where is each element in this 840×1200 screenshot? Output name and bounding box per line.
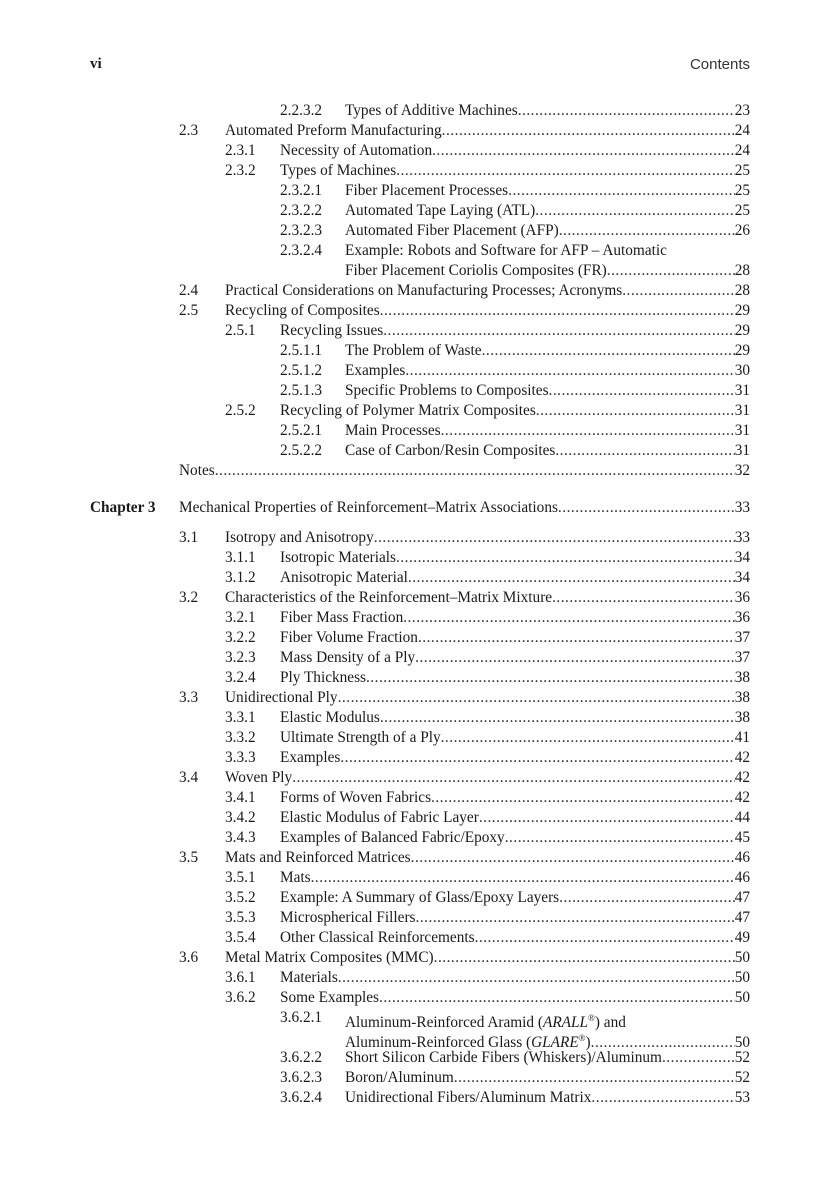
page-ref: 33 — [734, 499, 750, 516]
page-ref: 28 — [734, 262, 750, 279]
toc-entry[interactable] — [0, 728, 840, 748]
page-ref: 29 — [734, 322, 750, 339]
page-ref: 38 — [734, 669, 750, 686]
page-ref: 24 — [734, 142, 750, 159]
page-ref: 31 — [734, 402, 750, 419]
running-title: Contents — [689, 56, 750, 73]
page-ref: 46 — [734, 869, 750, 886]
toc-entry[interactable] — [0, 848, 840, 868]
page-ref: 47 — [734, 909, 750, 926]
page-ref: 44 — [734, 809, 750, 826]
entry-title: Case of Carbon/Resin Composites — [345, 442, 556, 459]
page-ref: 38 — [734, 689, 750, 706]
page-ref: 49 — [734, 929, 750, 946]
toc-entry[interactable] — [0, 888, 840, 908]
dot-leader — [396, 548, 735, 568]
toc-entry[interactable] — [0, 908, 840, 928]
page-ref: 52 — [734, 1049, 750, 1066]
toc-entry[interactable] — [0, 1008, 840, 1032]
toc-entry[interactable] — [0, 688, 840, 708]
entry-title: Specific Problems to Composites — [345, 382, 549, 399]
entry-title: Recycling Issues — [280, 322, 384, 339]
chapter-heading[interactable] — [0, 498, 840, 518]
entry-title: Ply Thickness — [280, 669, 366, 686]
dot-leader — [338, 688, 735, 708]
toc-entry[interactable] — [0, 608, 840, 628]
toc-entry[interactable] — [0, 201, 840, 221]
section-number: 2.5.1 — [225, 322, 256, 339]
entry-title: Examples — [280, 749, 341, 766]
entry-title: Recycling of Composites — [225, 302, 380, 319]
section-number: 3.2 — [179, 589, 199, 606]
dot-leader — [408, 568, 735, 588]
dot-leader — [292, 768, 735, 788]
dot-leader — [380, 301, 735, 321]
dot-leader — [396, 161, 735, 181]
toc-entry[interactable] — [0, 788, 840, 808]
page-ref: 31 — [734, 382, 750, 399]
section-number: 2.5 — [179, 302, 199, 319]
page-ref: 26 — [734, 222, 750, 239]
toc-entry[interactable] — [0, 668, 840, 688]
entry-title: Fiber Placement Processes — [345, 182, 509, 199]
page-ref: 24 — [734, 122, 750, 139]
dot-leader — [482, 341, 735, 361]
toc-entry[interactable] — [0, 1088, 840, 1108]
page-ref: 50 — [734, 969, 750, 986]
section-number: 2.5.2.1 — [280, 422, 323, 439]
section-number: 2.5.1.3 — [280, 382, 323, 399]
page-ref: 34 — [734, 569, 750, 586]
dot-leader — [380, 708, 735, 728]
dot-leader — [418, 628, 735, 648]
dot-leader — [432, 141, 735, 161]
dot-leader — [441, 421, 735, 441]
section-number: 3.3.3 — [225, 749, 256, 766]
toc-entry[interactable] — [0, 1048, 840, 1068]
dot-leader — [622, 281, 734, 301]
section-number: 3.6.2.2 — [280, 1049, 323, 1066]
section-number: 3.6 — [179, 949, 199, 966]
section-number: 2.3.2.1 — [280, 182, 323, 199]
dot-leader — [416, 908, 735, 928]
page-ref: 42 — [734, 749, 750, 766]
section-number: 2.3 — [179, 122, 199, 139]
entry-title: Necessity of Automation — [280, 142, 433, 159]
section-number: 2.5.1.1 — [280, 342, 323, 359]
page-ref: 36 — [734, 589, 750, 606]
entry-title: Fiber Mass Fraction — [280, 609, 404, 626]
toc-entry[interactable] — [0, 628, 840, 648]
section-number: 3.6.2 — [225, 989, 256, 1006]
entry-title: Unidirectional Ply — [225, 689, 338, 706]
page-ref: 42 — [734, 789, 750, 806]
dot-leader — [366, 668, 735, 688]
page-ref: 29 — [734, 342, 750, 359]
section-number: 2.3.2.2 — [280, 202, 323, 219]
entry-title: Notes — [179, 462, 215, 479]
section-number: 3.4.2 — [225, 809, 256, 826]
dot-leader — [475, 928, 735, 948]
dot-leader — [434, 948, 735, 968]
toc-entry[interactable] — [0, 768, 840, 788]
toc-entry[interactable] — [0, 181, 840, 201]
section-number: 3.2.1 — [225, 609, 256, 626]
dot-leader — [559, 221, 735, 241]
page-number: vi — [90, 56, 102, 72]
section-number: 3.1.1 — [225, 549, 256, 566]
entry-title: Unidirectional Fibers/Aluminum Matrix — [345, 1089, 592, 1106]
entry-title: Aluminum-Reinforced Glass (GLARE®) — [345, 1033, 591, 1052]
dot-leader — [518, 101, 735, 121]
section-number: 2.2.3.2 — [280, 102, 323, 119]
page-ref: 23 — [734, 102, 750, 119]
toc-entry[interactable] — [0, 401, 840, 421]
dot-leader — [442, 121, 735, 141]
dot-leader — [383, 321, 734, 341]
section-number: 3.4.3 — [225, 829, 256, 846]
page-ref: 52 — [734, 1069, 750, 1086]
toc-entry[interactable] — [0, 748, 840, 768]
toc-entry[interactable] — [0, 1068, 840, 1088]
entry-title: Example: A Summary of Glass/Epoxy Layers — [280, 889, 560, 906]
dot-leader — [555, 441, 734, 461]
page-ref: 29 — [734, 302, 750, 319]
section-number: 3.3.1 — [225, 709, 256, 726]
entry-title: Woven Ply — [225, 769, 293, 786]
entry-title: Automated Fiber Placement (AFP) — [345, 222, 559, 239]
page-ref: 30 — [734, 362, 750, 379]
entry-title: Practical Considerations on Manufacturing Processes; Acronyms — [225, 282, 623, 299]
section-number: 3.1.2 — [225, 569, 256, 586]
entry-title: Short Silicon Carbide Fibers (Whiskers)/Aluminum — [345, 1049, 662, 1066]
entry-title: Aluminum-Reinforced Aramid (ARALL®) and — [345, 1013, 626, 1032]
entry-title: Isotropic Materials — [280, 549, 396, 566]
entry-title: Other Classical Reinforcements — [280, 929, 475, 946]
dot-leader — [311, 868, 735, 888]
toc-entry[interactable] — [0, 648, 840, 668]
toc-entry[interactable] — [0, 301, 840, 321]
entry-title: Materials — [280, 969, 338, 986]
toc-entry[interactable] — [0, 868, 840, 888]
section-number: 3.6.2.4 — [280, 1089, 323, 1106]
entry-title: Anisotropic Material — [280, 569, 408, 586]
section-number: 2.3.1 — [225, 142, 256, 159]
dot-leader — [379, 988, 735, 1008]
dot-leader — [405, 361, 734, 381]
page-ref: 37 — [734, 649, 750, 666]
dot-leader — [559, 888, 735, 908]
entry-title: Example: Robots and Software for AFP – Automatic — [345, 242, 667, 259]
section-number: 3.4 — [179, 769, 199, 786]
toc-entry[interactable] — [0, 708, 840, 728]
section-number: 3.5.2 — [225, 889, 256, 906]
page-ref: 31 — [734, 442, 750, 459]
section-number: 2.3.2 — [225, 162, 256, 179]
entry-title: Examples — [345, 362, 406, 379]
dot-leader — [662, 1048, 735, 1068]
entry-title: Mechanical Properties of Reinforcement–Matrix Associations — [179, 499, 558, 516]
entry-title: Examples of Balanced Fabric/Epoxy — [280, 829, 505, 846]
page-ref: 36 — [734, 609, 750, 626]
toc-entry[interactable] — [0, 361, 840, 381]
dot-leader — [558, 498, 735, 518]
section-number: 3.5.1 — [225, 869, 256, 886]
page-ref: 41 — [734, 729, 750, 746]
section-number: 2.3.2.4 — [280, 242, 323, 259]
section-number: 3.5.3 — [225, 909, 256, 926]
dot-leader — [403, 608, 734, 628]
dot-leader — [479, 808, 735, 828]
section-number: 3.3.2 — [225, 729, 256, 746]
dot-leader — [535, 201, 734, 221]
toc-entry[interactable] — [0, 221, 840, 241]
toc-entry[interactable] — [0, 968, 840, 988]
toc-entry[interactable] — [0, 828, 840, 848]
toc-entry[interactable] — [0, 261, 840, 281]
toc-entry[interactable] — [0, 928, 840, 948]
toc-entry[interactable] — [0, 121, 840, 141]
dot-leader — [536, 401, 735, 421]
entry-title: Ultimate Strength of a Ply — [280, 729, 441, 746]
toc-entry[interactable] — [0, 161, 840, 181]
section-number: 3.1 — [179, 529, 199, 546]
page-ref: 47 — [734, 889, 750, 906]
toc-entry[interactable] — [0, 588, 840, 608]
dot-leader — [454, 1068, 735, 1088]
toc-entry[interactable] — [0, 321, 840, 341]
entry-title: Types of Machines — [280, 162, 397, 179]
section-number: 3.3 — [179, 689, 199, 706]
entry-title: Isotropy and Anisotropy — [225, 529, 374, 546]
toc-entry[interactable] — [0, 241, 840, 261]
entry-title: Types of Additive Machines — [345, 102, 518, 119]
section-number: 3.5.4 — [225, 929, 256, 946]
entry-title: Mass Density of a Ply — [280, 649, 416, 666]
toc-entry[interactable] — [0, 948, 840, 968]
toc-entry[interactable] — [0, 281, 840, 301]
dot-leader — [441, 728, 735, 748]
page-ref: 37 — [734, 629, 750, 646]
section-number: 2.3.2.3 — [280, 222, 323, 239]
page-ref: 25 — [734, 182, 750, 199]
section-number: 2.4 — [179, 282, 199, 299]
toc-entry[interactable] — [0, 528, 840, 548]
entry-title: Some Examples — [280, 989, 379, 1006]
page-ref: 25 — [734, 202, 750, 219]
section-number: 3.6.1 — [225, 969, 256, 986]
entry-title: Characteristics of the Reinforcement–Matrix Mixture — [225, 589, 553, 606]
section-number: 3.4.1 — [225, 789, 256, 806]
dot-leader — [549, 381, 735, 401]
page-ref: 38 — [734, 709, 750, 726]
entry-title: Mats and Reinforced Matrices — [225, 849, 411, 866]
toc-entry[interactable] — [0, 461, 840, 481]
page-ref: 50 — [734, 989, 750, 1006]
entry-title: Microspherical Fillers — [280, 909, 416, 926]
toc-entry[interactable] — [0, 101, 840, 121]
dot-leader — [591, 1088, 734, 1108]
dot-leader — [505, 828, 735, 848]
dot-leader — [340, 748, 734, 768]
dot-leader — [431, 788, 735, 808]
section-number: 3.2.4 — [225, 669, 256, 686]
page-ref: 50 — [734, 1034, 750, 1052]
dot-leader — [552, 588, 735, 608]
toc-entry[interactable] — [0, 421, 840, 441]
toc-entry[interactable] — [0, 808, 840, 828]
page-ref: 31 — [734, 422, 750, 439]
toc-entry[interactable] — [0, 381, 840, 401]
page-ref: 34 — [734, 549, 750, 566]
page-ref: 42 — [734, 769, 750, 786]
toc-entry[interactable] — [0, 568, 840, 588]
page-ref: 28 — [734, 282, 750, 299]
section-number: 3.6.2.1 — [280, 1009, 323, 1026]
dot-leader — [411, 848, 735, 868]
entry-title: Mats — [280, 869, 311, 886]
page-ref: 53 — [734, 1089, 750, 1106]
entry-title: Main Processes — [345, 422, 441, 439]
toc-entry[interactable] — [0, 1028, 840, 1052]
toc-entry[interactable] — [0, 548, 840, 568]
section-number: 3.6.2.3 — [280, 1069, 323, 1086]
entry-title: Fiber Placement Coriolis Composites (FR) — [345, 262, 607, 279]
page-ref: 46 — [734, 849, 750, 866]
page-ref: 25 — [734, 162, 750, 179]
section-number: 3.2.2 — [225, 629, 256, 646]
entry-title: Metal Matrix Composites (MMC) — [225, 949, 434, 966]
entry-title: Fiber Volume Fraction — [280, 629, 418, 646]
dot-leader — [415, 648, 735, 668]
toc-entry[interactable] — [0, 341, 840, 361]
page-ref: 32 — [734, 462, 750, 479]
section-number: 2.5.2 — [225, 402, 256, 419]
dot-leader — [215, 461, 735, 481]
entry-title: Elastic Modulus of Fabric Layer — [280, 809, 479, 826]
page-ref: 33 — [734, 529, 750, 546]
dot-leader — [508, 181, 735, 201]
section-number: 3.5 — [179, 849, 199, 866]
entry-title: Automated Preform Manufacturing — [225, 122, 442, 139]
section-number: 3.2.3 — [225, 649, 256, 666]
dot-leader — [374, 528, 735, 548]
entry-title: The Problem of Waste — [345, 342, 482, 359]
entry-title: Recycling of Polymer Matrix Composites — [280, 402, 536, 419]
toc-entry[interactable] — [0, 988, 840, 1008]
dot-leader — [338, 968, 735, 988]
section-number: 2.5.1.2 — [280, 362, 323, 379]
section-number: 2.5.2.2 — [280, 442, 323, 459]
entry-title: Automated Tape Laying (ATL) — [345, 202, 536, 219]
chapter-label: Chapter 3 — [90, 499, 156, 516]
dot-leader — [607, 261, 735, 281]
toc-entry[interactable] — [0, 441, 840, 461]
entry-title: Boron/Aluminum — [345, 1069, 454, 1086]
entry-title: Forms of Woven Fabrics — [280, 789, 432, 806]
entry-title: Elastic Modulus — [280, 709, 380, 726]
page-ref: 50 — [734, 949, 750, 966]
page-ref: 45 — [734, 829, 750, 846]
toc-entry[interactable] — [0, 141, 840, 161]
